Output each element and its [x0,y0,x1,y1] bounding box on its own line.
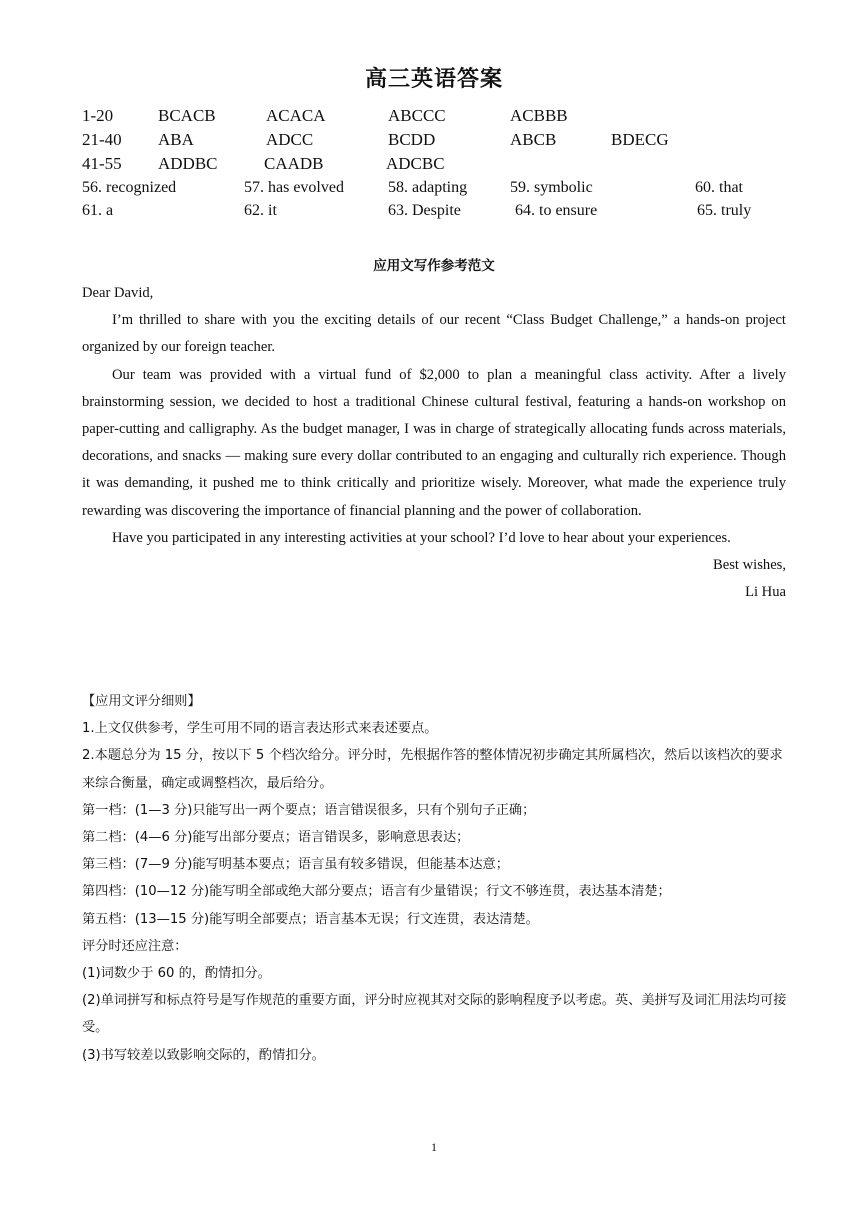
fill-in-answer: 64. to ensure [515,202,598,219]
page-number: 1 [431,1140,437,1154]
answer-group: ACBBB [510,106,568,125]
fill-in-answer: 61. a [82,202,114,219]
answer-group: ADCC [266,130,314,149]
rule-item: 评分时还应注意： [82,938,188,954]
answer-group: BCACB [158,106,216,125]
rule-item: (1)词数少于 60 的，酌情扣分。 [82,966,271,982]
fill-in-answer: 60. that [695,179,743,196]
fill-in-answer: 57. has evolved [244,179,344,196]
letter-closing: Best wishes, [713,557,786,574]
rules-heading: 【应用文评分细则】 [82,694,201,709]
letter-paragraph: I’m thrilled to share with you the exciting details of our recent “Class Budget Challenge,” a hands-on project organized by our foreign teacher. [82,312,786,356]
letter-paragraph: Have you participated in any interesting activities at your school? I’d love to hear about your experiences. [112,529,731,546]
rule-item: 第二档：(4—6 分)能写出部分要点；语言错误多，影响意思表达； [82,830,470,846]
sample-essay-title: 应用文写作参考范文 [373,258,495,274]
rule-item: (3)书写较差以致影响交际的，酌情扣分。 [82,1047,325,1063]
rule-item: 第三档：(7—9 分)能写明基本要点；语言虽有较多错误，但能基本达意； [82,857,509,873]
letter-signature: Li Hua [745,584,786,601]
fill-in-answer: 65. truly [697,202,752,219]
rule-item: 第四档：(10—12 分)能写明全部或绝大部分要点；语言有少量错误；行文不够连贯，表达基本清楚； [82,884,671,900]
sample-letter [82,280,786,606]
answer-group: ABCCC [388,106,446,125]
fill-in-answer: 59. symbolic [510,179,593,196]
letter-greeting: Dear David, [82,285,154,301]
rule-item: (2)单词拼写和标点符号是写作规范的重要方面，评分时应视其对交际的影响程度予以考虑。英、美拼写及词汇用法均可接受。 [82,993,787,1036]
rule-item: 1.上文仅供参考，学生可用不同的语言表达形式来表述要点。 [82,721,438,737]
answer-group: ABA [158,130,194,149]
answer-group: BCDD [388,130,436,149]
scoring-rules [82,688,788,1069]
answer-range: 1-20 [82,106,114,125]
rule-item: 第一档：(1—3 分)只能写出一两个要点；语言错误很多，只有个别句子正确； [82,802,536,818]
answer-group: CAADB [264,154,324,173]
answer-range: 41-55 [82,154,122,173]
answer-group: ADDBC [158,154,218,173]
answer-group: ADCBC [386,154,445,173]
fill-in-answer: 56. recognized [82,179,177,196]
answer-group: ACACA [266,106,326,125]
letter-paragraph: Our team was provided with a virtual fund of $2,000 to plan a meaningful class activity. After a lively brainstorming session, we decided to host a traditional Chinese cultural festival, featuring a hands-on workshop on paper-cutting and calligraphy. As the budget manager, I was in charge of strategically allocating funds across materials, decorations, and snacks — making sure every dollar contributed to an engaging and culturally rich experience. Though it was demanding, it pushed me to think critically and prioritize wisely. Moreover, what made the experience truly rewarding was discovering the importance of financial planning and the power of collaboration. [82,366,786,519]
rule-item: 第五档：(13—15 分)能写明全部要点；语言基本无误；行文连贯，表达清楚。 [82,911,539,927]
fill-in-answer: 58. adapting [388,179,468,196]
page-title: 高三英语答案 [364,67,503,92]
fill-in-answer: 63. Despite [388,202,461,219]
rule-item: 2.本题总分为 15 分，按以下 5 个档次给分。评分时，先根据作答的整体情况初步确定其所属档次，然后以该档次的要求来综合衡量，确定或调整档次，最后给分。 [82,748,783,791]
fill-in-answer: 62. it [244,202,277,219]
answer-group: BDECG [611,130,669,149]
answer-group: ABCB [510,130,557,149]
answer-range: 21-40 [82,130,122,149]
